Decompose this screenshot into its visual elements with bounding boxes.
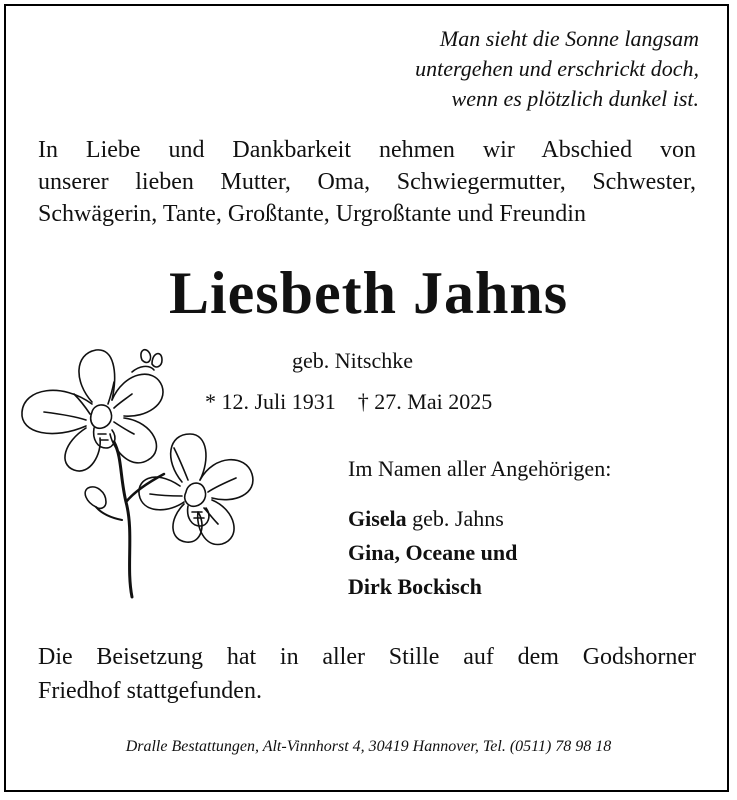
deceased-name: Liesbeth Jahns: [168, 260, 569, 326]
mourner-line-1: [348, 502, 611, 536]
death-date: † 27. Mai 2025: [357, 389, 493, 414]
burial-line-2: Friedhof stattgefunden.: [38, 678, 262, 704]
burial-line-1: Die Beisetzung hat in aller Stille auf dem Godshorner: [38, 644, 696, 670]
mourner-birth-name: geb. Jahns: [406, 506, 504, 531]
quote-line-2: untergehen und erschrickt doch,: [415, 56, 699, 81]
quote-line-3: wenn es plötzlich dunkel ist.: [451, 86, 699, 111]
mourner-name-gisela: Gisela: [348, 506, 407, 531]
intro-text: [38, 134, 696, 230]
funeral-home-footer: Dralle Bestattungen, Alt-Vinnhorst 4, 30419 Hannover, Tel. (0511) 78 98 18: [125, 738, 612, 755]
intro-line-3: Schwägerin, Tante, Großtante, Urgroßtante und Freundin: [38, 201, 586, 227]
quote-line-1: Man sieht die Sonne langsam: [439, 26, 699, 51]
mourner-name-dirk: Dirk Bockisch: [348, 574, 482, 599]
mourner-line-3: [348, 570, 611, 604]
intro-line-1: In Liebe und Dankbarkeit nehmen wir Abschied von: [38, 137, 696, 163]
quote: [279, 24, 699, 114]
mourners-block: [348, 452, 611, 604]
mourner-names-gina-oceane: Gina, Oceane und: [348, 540, 518, 565]
mourner-line-2: [348, 536, 611, 570]
mourners-heading: Im Namen aller Angehörigen:: [348, 456, 612, 481]
birth-name: geb. Nitschke: [292, 348, 413, 373]
birth-date: * 12. Juli 1931: [205, 389, 336, 414]
burial-notice: [38, 640, 696, 708]
intro-line-2: unserer lieben Mutter, Oma, Schwiegermutter, Schwester,: [38, 169, 696, 195]
orchid-icon: [14, 342, 269, 607]
